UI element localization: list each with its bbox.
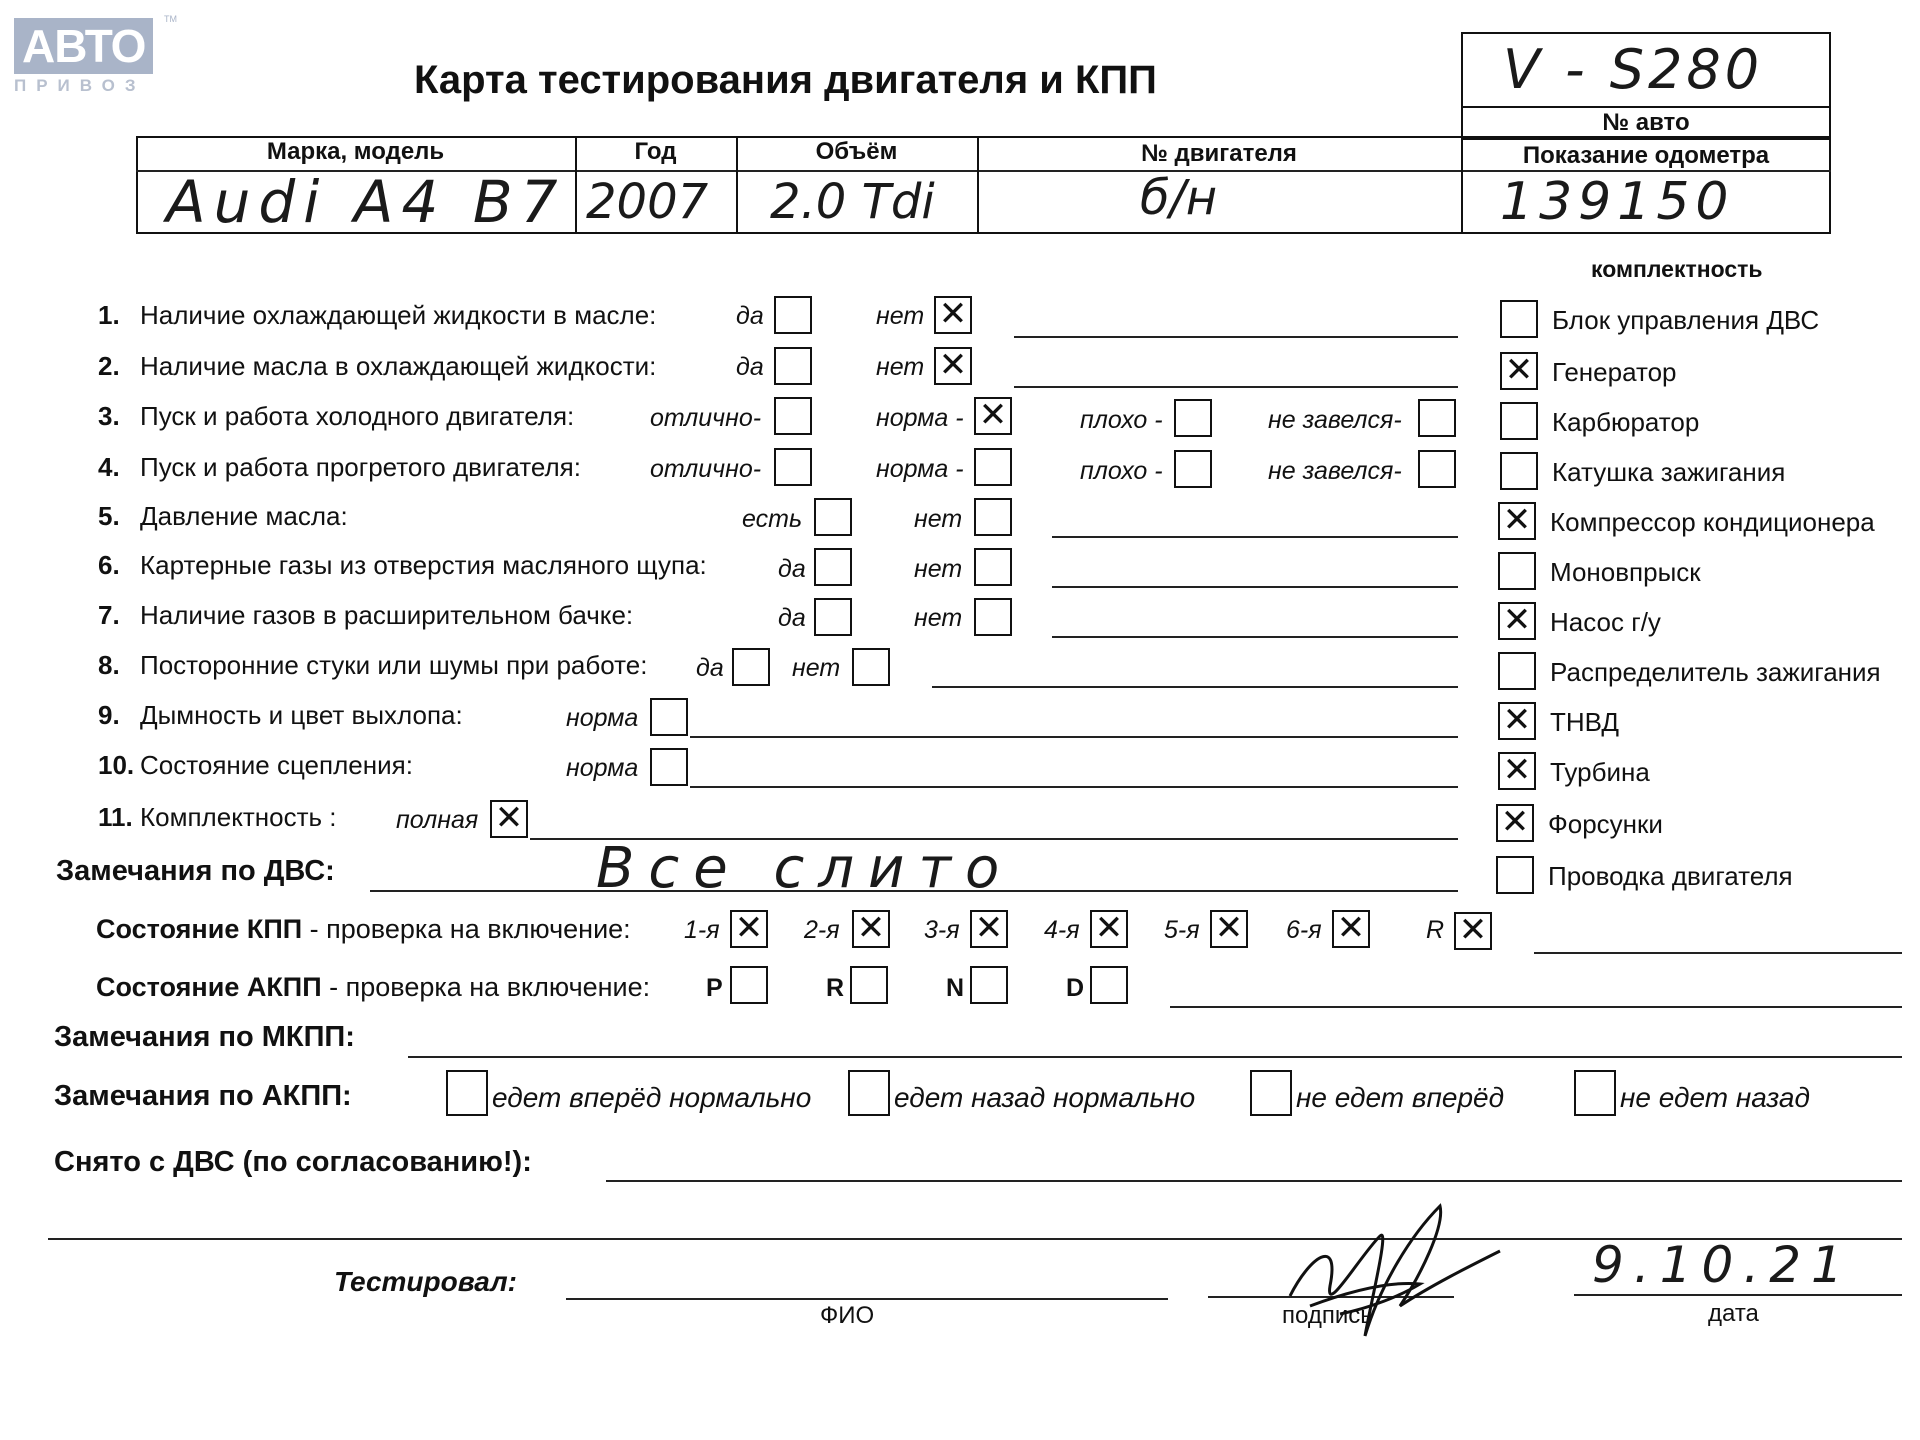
q2-opt1-label: да <box>736 353 764 381</box>
date-line <box>1574 1294 1902 1296</box>
completeness-turbo-checkbox[interactable] <box>1498 752 1536 790</box>
akpp-back-ok-checkbox[interactable] <box>848 1070 890 1116</box>
completeness-injection-pump-label: ТНВД <box>1550 707 1620 737</box>
akpp-r-checkbox[interactable] <box>850 966 888 1004</box>
completeness-ignition-coil-label: Катушка зажигания <box>1552 457 1786 487</box>
kpp-gear3-label: 3-я <box>924 916 960 944</box>
kpp-gear2-label: 2-я <box>804 916 840 944</box>
q2-text: Наличие масла в охлаждающей жидкости: <box>140 351 657 381</box>
q3-num: 3. <box>98 401 120 431</box>
volume-value: 2.0 Tdi <box>770 174 935 230</box>
q2-line <box>1014 386 1458 388</box>
code-box <box>1461 32 1831 108</box>
q3-excellent-checkbox[interactable] <box>774 397 812 435</box>
completeness-injection-pump-checkbox[interactable] <box>1498 702 1536 740</box>
completeness-title: комплектность <box>1591 256 1763 282</box>
q10-line <box>690 786 1458 788</box>
kpp-line <box>1534 952 1902 954</box>
akpp-label-rest: - проверка на включение: <box>321 972 651 1002</box>
completeness-turbo-label: Турбина <box>1550 757 1650 787</box>
q3-normal-checkbox[interactable] <box>974 397 1012 435</box>
q2-net-checkbox[interactable] <box>934 347 972 385</box>
q8-text: Посторонние стуки или шумы при работе: <box>140 650 648 680</box>
q4-opt4-label: не завелся- <box>1268 457 1402 485</box>
auto-code: V - S280 <box>1503 38 1764 101</box>
kpp-gear1-label: 1-я <box>684 916 720 944</box>
kpp-gear5-label: 5-я <box>1164 916 1200 944</box>
akpp-p-label: P <box>706 974 723 1002</box>
q4-num: 4. <box>98 452 120 482</box>
akpp-r-label: R <box>826 974 845 1002</box>
completeness-generator-label: Генератор <box>1552 357 1677 387</box>
kpp-gear1-checkbox[interactable] <box>730 910 768 948</box>
q10-num: 10. <box>98 750 135 780</box>
completeness-ac-compressor-label: Компрессор кондиционера <box>1550 507 1875 537</box>
q10-text: Состояние сцепления: <box>140 750 413 780</box>
kpp-gear6-checkbox[interactable] <box>1332 910 1370 948</box>
q7-num: 7. <box>98 600 120 630</box>
q5-opt1-label: есть <box>742 505 803 533</box>
akpp-d-label: D <box>1066 974 1085 1002</box>
q7-no-checkbox[interactable] <box>974 598 1012 636</box>
akpp-back-ok-label: едет назад нормально <box>894 1082 1196 1113</box>
q4-excellent-checkbox[interactable] <box>774 448 812 486</box>
q4-opt3-label: плохо - <box>1080 457 1163 485</box>
q6-num: 6. <box>98 550 120 580</box>
q11-num: 11. <box>98 802 133 832</box>
logo-text: АВТО <box>14 18 153 74</box>
completeness-generator-checkbox[interactable] <box>1500 352 1538 390</box>
q3-text: Пуск и работа холодного двигателя: <box>140 401 575 431</box>
brand-label: Марка, модель <box>266 138 445 165</box>
remarks-mkpp-line <box>408 1056 1902 1058</box>
q9-line <box>690 736 1458 738</box>
akpp-no-forward-checkbox[interactable] <box>1250 1070 1292 1116</box>
akpp-label <box>96 972 650 1003</box>
completeness-carburetor-label: Карбюратор <box>1552 407 1700 437</box>
akpp-p-checkbox[interactable] <box>730 966 768 1004</box>
engine-value: б/н <box>1140 170 1218 226</box>
signature-image <box>1270 1196 1510 1346</box>
completeness-carburetor-checkbox[interactable] <box>1500 402 1538 440</box>
signature-label: подпись <box>1282 1302 1373 1329</box>
kpp-gear6-label: 6-я <box>1286 916 1322 944</box>
remarks-engine-label: Замечания по ДВС: <box>56 855 335 887</box>
q11-full-checkbox[interactable] <box>490 800 528 838</box>
q7-yes-checkbox[interactable] <box>814 598 852 636</box>
completeness-distributor-label: Распределитель зажигания <box>1550 657 1881 687</box>
akpp-no-back-checkbox[interactable] <box>1574 1070 1616 1116</box>
volume-label: Объём <box>815 138 898 165</box>
completeness-ignition-coil-checkbox[interactable] <box>1500 452 1538 490</box>
q11-text: Комплектность : <box>140 802 337 832</box>
q3-opt2-label: норма - <box>876 404 964 432</box>
tested-label: Тестировал: <box>334 1266 517 1297</box>
logo-subtext: ПРИВОЗ <box>14 76 146 95</box>
completeness-mono-injection-label: Моновпрыск <box>1550 557 1701 587</box>
q10-normal-checkbox[interactable] <box>650 748 688 786</box>
completeness-ps-pump-checkbox[interactable] <box>1498 602 1536 640</box>
remarks-mkpp-label: Замечания по МКПП: <box>54 1021 355 1053</box>
akpp-forward-ok-label: едет вперёд нормально <box>492 1082 812 1113</box>
fio-label: ФИО <box>820 1302 875 1329</box>
q3-opt4-label: не завелся- <box>1268 406 1402 434</box>
q4-opt1-label: отлично- <box>650 455 762 483</box>
q3-not-started-checkbox[interactable] <box>1418 399 1456 437</box>
completeness-injectors-checkbox[interactable] <box>1496 804 1534 842</box>
remarks-akpp-label: Замечания по АКПП: <box>54 1080 352 1112</box>
q2-opt2-label: нет <box>876 353 925 381</box>
date-value: 9.10.21 <box>1592 1236 1853 1294</box>
date-label: дата <box>1708 1300 1759 1327</box>
q7-text: Наличие газов в расширительном бачке: <box>140 600 634 630</box>
q1-num: 1. <box>98 300 120 330</box>
kpp-label-rest: - проверка на включение: <box>302 914 631 944</box>
q6-yes-checkbox[interactable] <box>814 548 852 586</box>
q2-num: 2. <box>98 351 120 381</box>
brand-value: Audi A4 B7 <box>166 168 566 236</box>
kpp-gear5-checkbox[interactable] <box>1210 910 1248 948</box>
q4-opt2-label: норма - <box>876 455 964 483</box>
akpp-d-checkbox[interactable] <box>1090 966 1128 1004</box>
q1-net-checkbox[interactable] <box>934 296 972 334</box>
kpp-gear2-checkbox[interactable] <box>852 910 890 948</box>
q9-num: 9. <box>98 700 120 730</box>
kpp-reverse-checkbox[interactable] <box>1454 912 1492 950</box>
completeness-injectors-label: Форсунки <box>1548 809 1663 839</box>
logo <box>14 14 177 96</box>
q5-no-checkbox[interactable] <box>974 498 1012 536</box>
q1-text: Наличие охлаждающей жидкости в масле: <box>140 300 657 330</box>
year-value: 2007 <box>586 174 709 230</box>
q6-opt2-label: нет <box>914 555 963 583</box>
q7-opt1-label: да <box>778 604 806 632</box>
q8-opt1-label: да <box>696 654 724 682</box>
completeness-ac-compressor-checkbox[interactable] <box>1498 502 1536 540</box>
removed-line <box>606 1180 1902 1182</box>
auto-no-label: № авто <box>1602 109 1690 136</box>
q10-opt1-label: норма <box>566 754 639 782</box>
q3-opt1-label: отлично- <box>650 404 762 432</box>
q1-line <box>1014 336 1458 338</box>
page-title: Карта тестирования двигателя и КПП <box>414 58 1157 102</box>
q8-opt2-label: нет <box>792 654 841 682</box>
auto-no-box <box>1461 106 1831 140</box>
q2-da-checkbox[interactable] <box>774 347 812 385</box>
odometer-label: Показание одометра <box>1522 142 1770 169</box>
kpp-gear3-checkbox[interactable] <box>970 910 1008 948</box>
completeness-mono-injection-checkbox[interactable] <box>1498 552 1536 590</box>
completeness-wiring-label: Проводка двигателя <box>1548 861 1793 891</box>
q1-da-checkbox[interactable] <box>774 296 812 334</box>
kpp-gear4-label: 4-я <box>1044 916 1080 944</box>
q9-text: Дымность и цвет выхлопа: <box>140 700 463 730</box>
akpp-n-label: N <box>946 974 965 1002</box>
q7-opt2-label: нет <box>914 604 963 632</box>
q6-no-checkbox[interactable] <box>974 548 1012 586</box>
q4-bad-checkbox[interactable] <box>1174 450 1212 488</box>
q4-text: Пуск и работа прогретого двигателя: <box>140 452 581 482</box>
q1-opt1-label: да <box>736 302 764 330</box>
akpp-n-checkbox[interactable] <box>970 966 1008 1004</box>
akpp-forward-ok-checkbox[interactable] <box>446 1070 488 1116</box>
kpp-label <box>96 914 631 945</box>
completeness-ps-pump-label: Насос г/у <box>1550 607 1661 637</box>
akpp-line <box>1170 1006 1902 1008</box>
q8-line <box>932 686 1458 688</box>
q5-opt2-label: нет <box>914 505 963 533</box>
q5-text: Давление масла: <box>140 501 348 531</box>
q5-num: 5. <box>98 501 120 531</box>
q7-line <box>1052 636 1458 638</box>
removed-label: Снято с ДВС (по согласованию!): <box>54 1146 532 1178</box>
fio-line <box>566 1298 1168 1300</box>
remarks-engine-value: Все слито <box>596 836 1014 901</box>
q9-normal-checkbox[interactable] <box>650 698 688 736</box>
kpp-label-bold: Состояние КПП <box>96 914 303 944</box>
q8-no-checkbox[interactable] <box>852 648 890 686</box>
q11-opt1-label: полная <box>396 806 479 834</box>
q9-opt1-label: норма <box>566 704 639 732</box>
completeness-ecu-checkbox[interactable] <box>1500 300 1538 338</box>
q6-opt1-label: да <box>778 555 806 583</box>
q8-yes-checkbox[interactable] <box>732 648 770 686</box>
kpp-gear4-checkbox[interactable] <box>1090 910 1128 948</box>
q4-normal-checkbox[interactable] <box>974 448 1012 486</box>
odometer-value: 139150 <box>1500 172 1735 232</box>
year-label: Год <box>634 138 677 165</box>
engine-no-label: № двигателя <box>1141 140 1297 167</box>
completeness-distributor-checkbox[interactable] <box>1498 652 1536 690</box>
completeness-wiring-checkbox[interactable] <box>1496 856 1534 894</box>
akpp-label-bold: Состояние АКПП <box>96 972 322 1002</box>
q6-line <box>1052 586 1458 588</box>
logo-tm: TM <box>164 14 177 24</box>
kpp-reverse-label: R <box>1426 916 1445 944</box>
akpp-no-forward-label: не едет вперёд <box>1296 1082 1505 1113</box>
q5-line <box>1052 536 1458 538</box>
q8-num: 8. <box>98 650 120 680</box>
akpp-no-back-label: не едет назад <box>1620 1082 1810 1113</box>
q3-opt3-label: плохо - <box>1080 406 1163 434</box>
q5-yes-checkbox[interactable] <box>814 498 852 536</box>
q4-not-started-checkbox[interactable] <box>1418 450 1456 488</box>
q1-opt2-label: нет <box>876 302 925 330</box>
q3-bad-checkbox[interactable] <box>1174 399 1212 437</box>
q6-text: Картерные газы из отверстия масляного щупа: <box>140 550 707 580</box>
completeness-ecu-label: Блок управления ДВС <box>1552 305 1820 335</box>
